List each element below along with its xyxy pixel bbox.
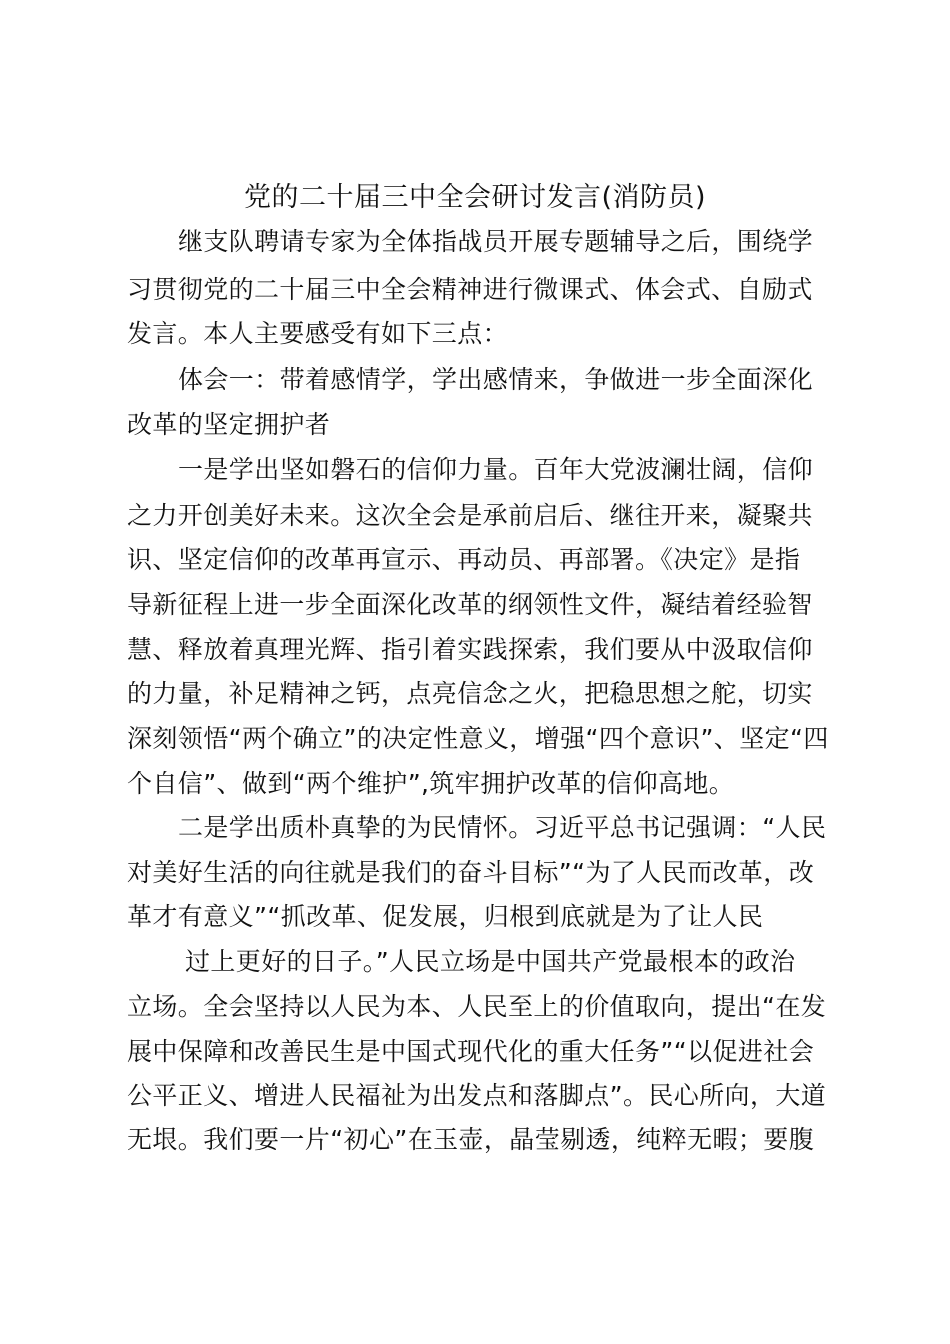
paragraph-line: 继支队聘请专家为全体指战员开展专题辅导之后，围绕学 <box>178 227 814 256</box>
paragraph-line: 发言。本人主要感受有如下三点： <box>127 319 509 348</box>
section-heading-line: 体会一：带着感情学，学出感情来，争做进一步全面深化 <box>178 365 814 394</box>
paragraph-line: 识、坚定信仰的改革再宣示、再动员、再部署。《决定》是指 <box>127 545 801 574</box>
paragraph-line: 展中保障和改善民生是中国式现代化的重大任务”“以促进社会 <box>127 1037 815 1066</box>
paragraph-line: 习贯彻党的二十届三中全会精神进行微课式、体会式、自励式 <box>127 275 813 304</box>
paragraph-line: 之力开创美好未来。这次全会是承前启后、继往开来，凝聚共 <box>127 501 813 530</box>
paragraph-line: 二是学出质朴真挚的为民情怀。习近平总书记强调：“人民 <box>178 813 827 842</box>
paragraph-line: 导新征程上进一步全面深化改革的纲领性文件，凝结着经验智 <box>127 590 813 619</box>
paragraph-line: 无垠。我们要一片“初心”在玉壶，晶莹剔透，纯粹无暇；要腹 <box>127 1125 815 1154</box>
paragraph-line: 个自信”、做到“两个维护”,筑牢拥护改革的信仰高地。 <box>127 769 735 798</box>
section-heading-line: 改革的坚定拥护者 <box>127 410 331 439</box>
paragraph-line: 深刻领悟“两个确立”的决定性意义，增强“四个意识”、坚定“四 <box>127 724 829 753</box>
paragraph-line: 公平正义、增进人民福祉为出发点和落脚点”。民心所向，大道 <box>127 1081 827 1110</box>
paragraph-line: 慧、释放着真理光辉、指引着实践探索，我们要从中汲取信仰 <box>127 635 813 664</box>
paragraph-line: 过上更好的日子。”人民立场是中国共产党最根本的政治 <box>185 947 796 976</box>
paragraph-line: 革才有意义”“抓改革、促发展，归根到底就是为了让人民 <box>127 902 764 931</box>
paragraph-line: 立场。全会坚持以人民为本、人民至上的价值取向，提出“在发 <box>127 992 827 1021</box>
document-title: 党的二十届三中全会研讨发言(消防员) <box>243 182 707 213</box>
paragraph-line: 一是学出坚如磐石的信仰力量。百年大党波澜壮阔，信仰 <box>178 455 814 484</box>
paragraph-line: 的力量，补足精神之钙，点亮信念之火，把稳思想之舵，切实 <box>127 679 813 708</box>
paragraph-line: 对美好生活的向往就是我们的奋斗目标”“为了人民而改革，改 <box>127 858 815 887</box>
